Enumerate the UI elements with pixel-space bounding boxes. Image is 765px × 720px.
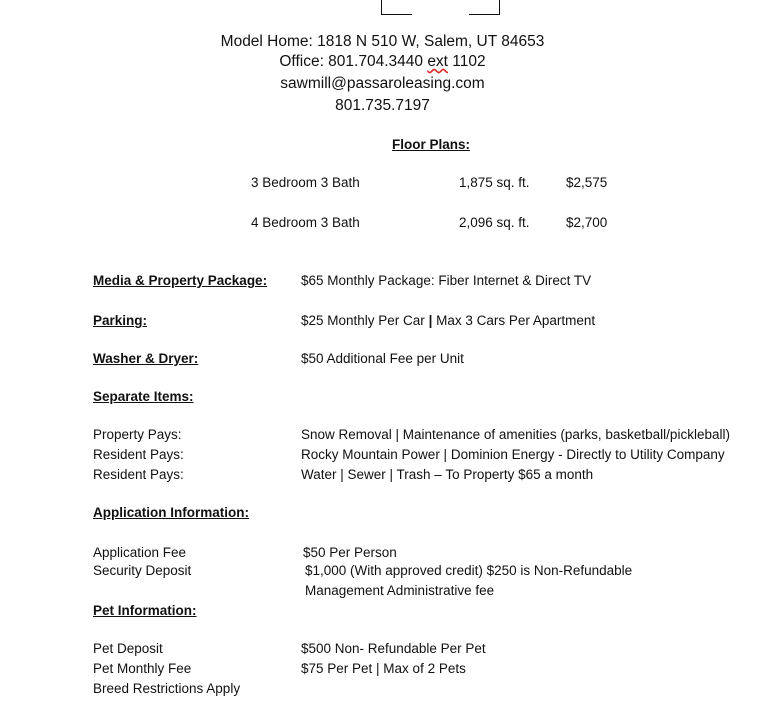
pet-monthly-fee-label: Pet Monthly Fee <box>93 661 192 676</box>
floor-plan-sqft-2: 2,096 sq. ft. <box>459 215 530 230</box>
office-ext: ext <box>427 53 448 70</box>
parking-value-a: $25 Monthly Per Car <box>301 313 429 328</box>
floor-plan-price-2: $2,700 <box>566 215 608 230</box>
header-bracket-right <box>469 0 500 15</box>
pet-deposit-label: Pet Deposit <box>93 641 163 656</box>
floor-plans-heading: Floor Plans: <box>392 137 471 152</box>
separate-item-value-1: Snow Removal | Maintenance of amenities (parks, basketball/pickleball) <box>301 427 730 442</box>
breed-restrictions: Breed Restrictions Apply <box>93 681 241 696</box>
pet-deposit-value: $500 Non- Refundable Per Pet <box>301 641 486 656</box>
floor-plan-name-2: 4 Bedroom 3 Bath <box>251 215 360 230</box>
separate-item-label-1: Property Pays: <box>93 427 182 442</box>
pet-info-heading: Pet Information: <box>93 603 197 618</box>
parking-heading: Parking: <box>93 313 148 328</box>
security-deposit-label: Security Deposit <box>93 563 192 578</box>
washer-dryer-value: $50 Additional Fee per Unit <box>301 351 464 366</box>
washer-dryer-heading: Washer & Dryer: <box>93 351 199 366</box>
security-deposit-value-2: Management Administrative fee <box>305 583 495 598</box>
separate-item-label-2: Resident Pays: <box>93 447 184 462</box>
phone-number: 801.735.7197 <box>335 97 430 114</box>
model-home-address: Model Home: 1818 N 510 W, Salem, UT 84653 <box>220 33 545 50</box>
floor-plan-price-1: $2,575 <box>566 175 608 190</box>
floor-plan-sqft-1: 1,875 sq. ft. <box>459 175 530 190</box>
email-address: sawmill@passaroleasing.com <box>280 75 485 92</box>
separate-item-label-3: Resident Pays: <box>93 467 184 482</box>
header-bracket-left <box>381 0 412 15</box>
separate-items-heading: Separate Items: <box>93 389 194 404</box>
parking-value <box>301 313 595 328</box>
application-info-heading: Application Information: <box>93 505 249 520</box>
application-fee-value: $50 Per Person <box>303 545 397 560</box>
media-package-value: $65 Monthly Package: Fiber Internet & Direct TV <box>301 273 592 288</box>
office-prefix: Office: 801.704.3440 <box>279 53 428 70</box>
media-package-heading: Media & Property Package: <box>93 273 268 288</box>
security-deposit-value: $1,000 (With approved credit) $250 is Non-Refundable <box>305 563 633 578</box>
office-phone <box>0 53 765 71</box>
floor-plan-name-1: 3 Bedroom 3 Bath <box>251 175 360 190</box>
separate-item-value-3: Water | Sewer | Trash – To Property $65 a month <box>301 467 594 482</box>
separate-item-value-2: Rocky Mountain Power | Dominion Energy - Directly to Utility Company <box>301 447 725 462</box>
office-suffix: 1102 <box>448 53 486 70</box>
parking-separator: | <box>428 313 433 328</box>
parking-value-b: Max 3 Cars Per Apartment <box>432 313 596 328</box>
pet-monthly-fee-value: $75 Per Pet | Max of 2 Pets <box>301 661 466 676</box>
application-fee-label: Application Fee <box>93 545 187 560</box>
